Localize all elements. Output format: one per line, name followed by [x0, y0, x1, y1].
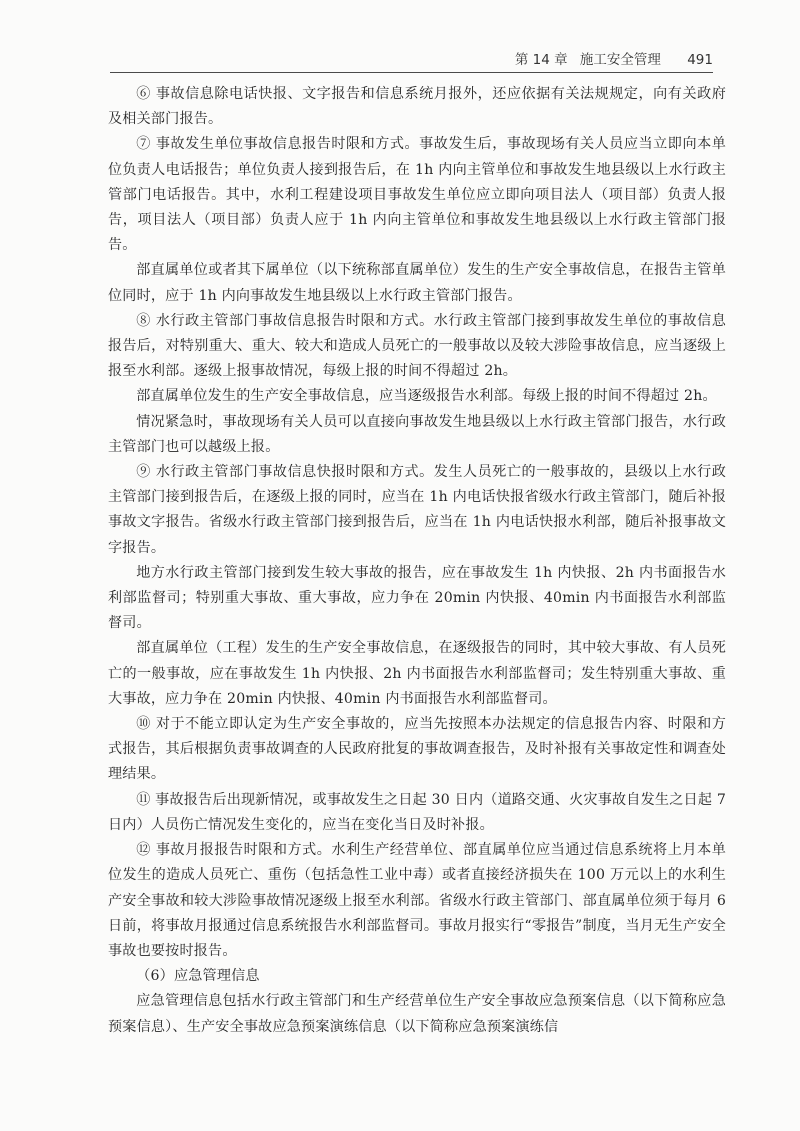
chapter-number: 第 14 章	[514, 52, 568, 68]
paragraph: ⑪ 事故报告后出现新情况，或事故发生之日起 30 日内（道路交通、火灾事故自发生之日起 7 日内）人员伤亡情况发生变化的，应当在变化当日及时补报。	[108, 791, 726, 833]
paragraph: 情况紧急时，事故现场有关人员可以直接向事故发生地县级以上水行政主管部门报告，水行政主管部门也可以越级上报。	[108, 413, 726, 455]
page-number: 491	[687, 52, 713, 68]
paragraph: 部直属单位或者其下属单位（以下统称部直属单位）发生的生产安全事故信息，在报告主管单位同时，应于 1h 内向事故发生地县级以上水行政主管部门报告。	[108, 262, 726, 304]
paragraph: ⑥ 事故信息除电话快报、文字报告和信息系统月报外，还应依据有关法规规定，向有关政府及相关部门报告。	[108, 86, 726, 128]
paragraph: ⑫ 事故月报报告时限和方式。水利生产经营单位、部直属单位应当通过信息系统将上月本单位发生的造成人员死亡、重伤（包括急性工业中毒）或者直接经济损失在 100 万元以上的水利生产安全事故和较大涉险事故情况逐级上报至水利部。省级水行政主管部门、部直属单位须于每月 6 日前，将事故月报通过信息系统报告水利部监督司。事故月报实行“零报告”制度，当月无生产安全事故也要按时报告。	[108, 842, 726, 959]
paragraph: ⑨ 水行政主管部门事故信息快报时限和方式。发生人员死亡的一般事故的，县级以上水行政主管部门接到报告后，在逐级上报的同时，应当在 1h 内电话快报省级水行政主管部门，随后补报事故文字报告。省级水行政主管部门接到报告后，应当在 1h 内电话快报水利部，随后补报事故文字报告。	[108, 464, 726, 556]
paragraph: 部直属单位（工程）发生的生产安全事故信息，在逐级报告的同时，其中较大事故、有人员死亡的一般事故，应在事故发生 1h 内快报、2h 内书面报告水利部监督司；发生特别重大事故、重大事故，应力争在 20min 内快报、40min 内书面报告水利部监督司。	[108, 640, 726, 707]
paragraph: ⑦ 事故发生单位事故信息报告时限和方式。事故发生后，事故现场有关人员应当立即向本单位负责人电话报告；单位负责人接到报告后，在 1h 内向主管单位和事故发生地县级以上水行政主管部门电话报告。其中，水利工程建设项目事故发生单位应立即向项目法人（项目部）负责人报告，项目法人（项目部）负责人应于 1h 内向主管单位和事故发生地县级以上水行政主管部门报告。	[108, 136, 726, 254]
paragraph: 应急管理信息包括水行政主管部门和生产经营单位生产安全事故应急预案信息（以下简称应急预案信息）、生产安全事故应急预案演练信息（以下简称应急预案演练信	[108, 993, 726, 1035]
header-rule	[110, 72, 713, 73]
paragraph: ⑧ 水行政主管部门事故信息报告时限和方式。水行政主管部门接到事故发生单位的事故信息报告后，对特别重大、重大、较大和造成人员死亡的一般事故以及较大涉险事故信息，应当逐级上报至水利部。逐级上报事故情况，每级上报的时间不得超过 2h。	[108, 312, 726, 380]
paragraph: ⑩ 对于不能立即认定为生产安全事故的，应当先按照本办法规定的信息报告内容、时限和方式报告，其后根据负责事故调查的人民政府批复的事故调查报告，及时补报有关事故定性和调查处理结果。	[108, 716, 726, 783]
running-header	[110, 48, 713, 72]
section-heading: （6）应急管理信息	[136, 968, 260, 985]
paragraph: 地方水行政主管部门接到发生较大事故的报告，应在事故发生 1h 内快报、2h 内书面报告水利部监督司；特别重大事故、重大事故，应力争在 20min 内快报、40min 内书面报告水利部监督司。	[108, 564, 726, 632]
paragraph: 部直属单位发生的生产安全事故信息，应当逐级报告水利部。每级上报的时间不得超过 2h。	[136, 388, 717, 405]
body-text	[108, 82, 726, 1040]
chapter-title: 施工安全管理	[579, 52, 661, 68]
